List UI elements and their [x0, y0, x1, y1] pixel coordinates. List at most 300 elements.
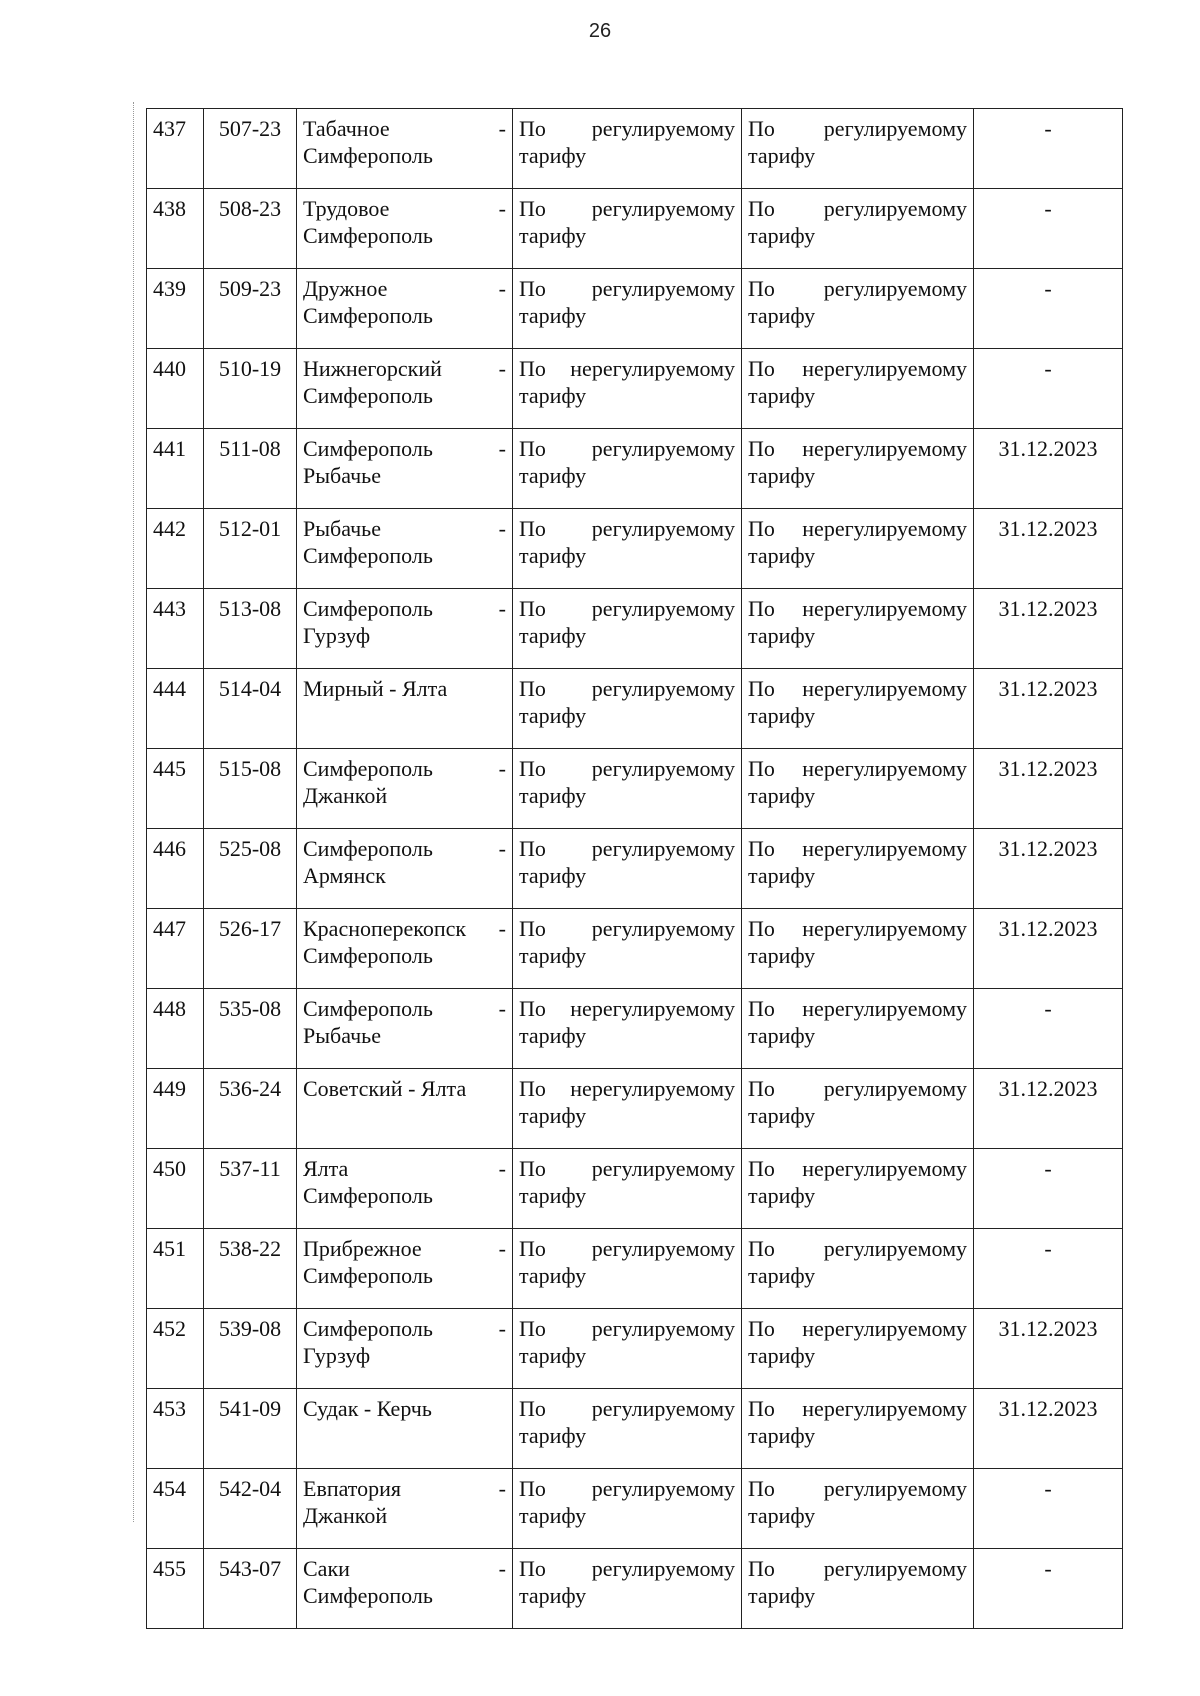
route-name-line-2: Симферополь — [303, 223, 433, 248]
new-tariff-type-cell — [742, 349, 974, 429]
tariff-type-line-1: По регулируемому — [519, 596, 735, 621]
tariff-type-line-1: По регулируемому — [519, 1476, 735, 1501]
tariff-type-cell — [513, 1549, 742, 1629]
route-code-cell — [204, 1229, 297, 1309]
route-name-cell — [297, 349, 513, 429]
table-row — [147, 1229, 1123, 1309]
new-tariff-type-cell — [742, 189, 974, 269]
route-code-cell — [204, 589, 297, 669]
effective-date: 31.12.2023 — [998, 1316, 1098, 1341]
new-tariff-type-line-2: тарифу — [748, 1263, 816, 1288]
row-number-cell — [147, 1469, 204, 1549]
table-row — [147, 269, 1123, 349]
table-row — [147, 669, 1123, 749]
route-separator-dash: - — [498, 916, 506, 941]
route-code-cell — [204, 109, 297, 189]
tariff-type-line-2: тарифу — [519, 303, 587, 328]
tariff-type-line-2: тарифу — [519, 543, 587, 568]
tariff-type-cell — [513, 1309, 742, 1389]
row-number: 438 — [153, 196, 186, 221]
route-code-cell — [204, 349, 297, 429]
route-name-line-2: Симферополь — [303, 1263, 433, 1288]
route-name-line-1: Симферополь — [303, 596, 433, 621]
row-number: 453 — [153, 1396, 186, 1421]
tariff-type-cell — [513, 349, 742, 429]
tariff-type-line-1: По регулируемому — [519, 436, 735, 461]
effective-date: 31.12.2023 — [998, 836, 1098, 861]
route-code-cell — [204, 509, 297, 589]
route-name-line-2: Джанкой — [303, 783, 388, 808]
route-code-cell — [204, 669, 297, 749]
route-name-line-1: Советский - Ялта — [303, 1076, 467, 1101]
route-name-cell — [297, 109, 513, 189]
route-code: 526-17 — [218, 916, 282, 941]
route-name-cell — [297, 989, 513, 1069]
tariff-type-cell — [513, 269, 742, 349]
new-tariff-type-line-2: тарифу — [748, 143, 816, 168]
tariff-type-cell — [513, 669, 742, 749]
tariff-type-line-1: По нерегулируемому — [519, 996, 735, 1021]
route-code: 511-08 — [219, 436, 281, 461]
table-row — [147, 749, 1123, 829]
route-separator-dash: - — [498, 356, 506, 381]
route-code-cell — [204, 429, 297, 509]
row-number-cell — [147, 269, 204, 349]
effective-date-cell — [974, 1229, 1123, 1309]
route-name-line-2: Симферополь — [303, 1183, 433, 1208]
route-code: 525-08 — [218, 836, 282, 861]
effective-date-cell — [974, 1309, 1123, 1389]
new-tariff-type-cell — [742, 1229, 974, 1309]
tariff-type-line-1: По регулируемому — [519, 916, 735, 941]
new-tariff-type-cell — [742, 1309, 974, 1389]
row-number-cell — [147, 749, 204, 829]
route-name-cell — [297, 1549, 513, 1629]
effective-date: 31.12.2023 — [998, 1076, 1098, 1101]
effective-date: 31.12.2023 — [998, 596, 1098, 621]
effective-date-cell — [974, 109, 1123, 189]
page-number: 26 — [588, 20, 612, 42]
effective-date: - — [1044, 1476, 1052, 1501]
row-number-cell — [147, 909, 204, 989]
table-row — [147, 1149, 1123, 1229]
route-name-line-1: Прибрежное — [303, 1236, 422, 1261]
route-code: 513-08 — [218, 596, 282, 621]
route-name-cell — [297, 1469, 513, 1549]
route-code: 514-04 — [218, 676, 282, 701]
row-number: 437 — [153, 116, 186, 141]
new-tariff-type-line-1: По регулируемому — [748, 1556, 967, 1581]
route-name-line-1: Нижнегорский — [303, 356, 442, 381]
row-number-cell — [147, 189, 204, 269]
new-tariff-type-line-2: тарифу — [748, 863, 816, 888]
tariff-type-cell — [513, 1389, 742, 1469]
route-code: 535-08 — [218, 996, 282, 1021]
route-code-cell — [204, 1149, 297, 1229]
tariff-type-line-1: По регулируемому — [519, 836, 735, 861]
new-tariff-type-cell — [742, 1389, 974, 1469]
row-number-cell — [147, 1069, 204, 1149]
route-separator-dash: - — [498, 116, 506, 141]
route-name-cell — [297, 829, 513, 909]
route-name-cell — [297, 1389, 513, 1469]
new-tariff-type-cell — [742, 669, 974, 749]
route-name-line-1: Мирный - Ялта — [303, 676, 448, 701]
effective-date-cell — [974, 589, 1123, 669]
effective-date: - — [1044, 196, 1052, 221]
route-code-cell — [204, 749, 297, 829]
route-name-line-2: Рыбачье — [303, 1023, 381, 1048]
effective-date-cell — [974, 749, 1123, 829]
new-tariff-type-line-2: тарифу — [748, 783, 816, 808]
tariff-type-cell — [513, 1149, 742, 1229]
route-separator-dash: - — [498, 996, 506, 1021]
row-number-cell — [147, 1549, 204, 1629]
route-name-cell — [297, 189, 513, 269]
table-row — [147, 189, 1123, 269]
row-number-cell — [147, 429, 204, 509]
row-number: 445 — [153, 756, 186, 781]
route-name-cell — [297, 909, 513, 989]
table-row — [147, 1549, 1123, 1629]
route-name-line-1: Красноперекопск — [303, 916, 467, 941]
route-code: 538-22 — [218, 1236, 282, 1261]
new-tariff-type-line-2: тарифу — [748, 1183, 816, 1208]
new-tariff-type-line-1: По регулируемому — [748, 116, 967, 141]
table-row — [147, 1069, 1123, 1149]
route-separator-dash: - — [498, 596, 506, 621]
new-tariff-type-cell — [742, 1149, 974, 1229]
route-name-line-2: Симферополь — [303, 383, 433, 408]
effective-date-cell — [974, 1069, 1123, 1149]
new-tariff-type-line-1: По нерегулируемому — [748, 1396, 967, 1421]
effective-date-cell — [974, 1469, 1123, 1549]
route-code: 515-08 — [218, 756, 282, 781]
new-tariff-type-cell — [742, 1069, 974, 1149]
new-tariff-type-cell — [742, 109, 974, 189]
route-separator-dash: - — [498, 1556, 506, 1581]
effective-date-cell — [974, 1549, 1123, 1629]
route-name-line-1: Симферополь — [303, 436, 433, 461]
tariff-type-line-2: тарифу — [519, 1423, 587, 1448]
new-tariff-type-line-2: тарифу — [748, 1343, 816, 1368]
route-name-cell — [297, 749, 513, 829]
tariff-type-line-2: тарифу — [519, 1503, 587, 1528]
effective-date: 31.12.2023 — [998, 916, 1098, 941]
effective-date-cell — [974, 269, 1123, 349]
row-number: 450 — [153, 1156, 186, 1181]
route-code-cell — [204, 189, 297, 269]
route-separator-dash: - — [498, 1236, 506, 1261]
new-tariff-type-line-1: По регулируемому — [748, 1076, 967, 1101]
route-name-line-2: Гурзуф — [303, 623, 371, 648]
new-tariff-type-cell — [742, 589, 974, 669]
row-number: 455 — [153, 1556, 186, 1581]
routes-table-body — [147, 109, 1123, 1629]
route-separator-dash: - — [498, 1156, 506, 1181]
effective-date-cell — [974, 429, 1123, 509]
row-number: 441 — [153, 436, 186, 461]
new-tariff-type-line-1: По нерегулируемому — [748, 676, 967, 701]
tariff-type-line-2: тарифу — [519, 463, 587, 488]
row-number-cell — [147, 669, 204, 749]
route-name-cell — [297, 1229, 513, 1309]
scan-binding-edge — [133, 102, 134, 1522]
new-tariff-type-line-1: По нерегулируемому — [748, 996, 967, 1021]
tariff-type-line-2: тарифу — [519, 1263, 587, 1288]
new-tariff-type-line-2: тарифу — [748, 1023, 816, 1048]
new-tariff-type-line-1: По нерегулируемому — [748, 436, 967, 461]
route-name-line-1: Рыбачье — [303, 516, 381, 541]
tariff-type-line-2: тарифу — [519, 943, 587, 968]
new-tariff-type-cell — [742, 1549, 974, 1629]
row-number-cell — [147, 1309, 204, 1389]
tariff-type-line-2: тарифу — [519, 1023, 587, 1048]
tariff-type-line-2: тарифу — [519, 1183, 587, 1208]
route-name-cell — [297, 669, 513, 749]
effective-date-cell — [974, 909, 1123, 989]
tariff-type-cell — [513, 1069, 742, 1149]
route-name-line-2: Джанкой — [303, 1503, 388, 1528]
tariff-type-line-2: тарифу — [519, 1103, 587, 1128]
new-tariff-type-line-2: тарифу — [748, 223, 816, 248]
tariff-type-cell — [513, 189, 742, 269]
tariff-type-line-2: тарифу — [519, 1583, 587, 1608]
effective-date-cell — [974, 189, 1123, 269]
tariff-type-cell — [513, 1469, 742, 1549]
row-number: 442 — [153, 516, 186, 541]
effective-date-cell — [974, 1389, 1123, 1469]
effective-date: - — [1044, 1236, 1052, 1261]
tariff-type-cell — [513, 909, 742, 989]
new-tariff-type-cell — [742, 909, 974, 989]
route-name-line-1: Дружное — [303, 276, 388, 301]
tariff-type-line-1: По нерегулируемому — [519, 356, 735, 381]
tariff-type-line-2: тарифу — [519, 703, 587, 728]
new-tariff-type-line-2: тарифу — [748, 543, 816, 568]
row-number: 440 — [153, 356, 186, 381]
new-tariff-type-line-2: тарифу — [748, 703, 816, 728]
tariff-type-line-1: По регулируемому — [519, 276, 735, 301]
route-separator-dash: - — [498, 516, 506, 541]
new-tariff-type-line-1: По регулируемому — [748, 1236, 967, 1261]
route-separator-dash: - — [498, 756, 506, 781]
new-tariff-type-line-1: По нерегулируемому — [748, 596, 967, 621]
tariff-type-cell — [513, 749, 742, 829]
new-tariff-type-line-2: тарифу — [748, 303, 816, 328]
tariff-type-cell — [513, 509, 742, 589]
route-separator-dash: - — [498, 196, 506, 221]
route-name-cell — [297, 1149, 513, 1229]
route-code-cell — [204, 1549, 297, 1629]
tariff-type-line-2: тарифу — [519, 143, 587, 168]
effective-date: 31.12.2023 — [998, 1396, 1098, 1421]
new-tariff-type-line-1: По нерегулируемому — [748, 756, 967, 781]
new-tariff-type-line-1: По нерегулируемому — [748, 516, 967, 541]
new-tariff-type-line-1: По регулируемому — [748, 276, 967, 301]
route-name-cell — [297, 429, 513, 509]
route-code: 539-08 — [218, 1316, 282, 1341]
effective-date-cell — [974, 669, 1123, 749]
row-number-cell — [147, 589, 204, 669]
new-tariff-type-line-2: тарифу — [748, 1423, 816, 1448]
tariff-type-cell — [513, 589, 742, 669]
effective-date: 31.12.2023 — [998, 676, 1098, 701]
route-name-line-1: Симферополь — [303, 1316, 433, 1341]
tariff-type-line-2: тарифу — [519, 623, 587, 648]
tariff-type-cell — [513, 109, 742, 189]
tariff-type-cell — [513, 829, 742, 909]
new-tariff-type-line-1: По нерегулируемому — [748, 1316, 967, 1341]
tariff-type-line-1: По регулируемому — [519, 1156, 735, 1181]
tariff-type-line-1: По регулируемому — [519, 1316, 735, 1341]
row-number-cell — [147, 989, 204, 1069]
routes-table — [146, 108, 1123, 1629]
effective-date: 31.12.2023 — [998, 436, 1098, 461]
row-number-cell — [147, 1229, 204, 1309]
route-name-line-2: Симферополь — [303, 543, 433, 568]
row-number-cell — [147, 829, 204, 909]
effective-date: - — [1044, 116, 1052, 141]
route-separator-dash: - — [498, 1476, 506, 1501]
new-tariff-type-cell — [742, 989, 974, 1069]
table-row — [147, 589, 1123, 669]
row-number-cell — [147, 509, 204, 589]
table-row — [147, 909, 1123, 989]
route-name-line-1: Судак - Керчь — [303, 1396, 432, 1421]
route-code: 509-23 — [218, 276, 282, 301]
new-tariff-type-line-1: По нерегулируемому — [748, 1156, 967, 1181]
table-row — [147, 829, 1123, 909]
tariff-type-cell — [513, 1229, 742, 1309]
effective-date-cell — [974, 989, 1123, 1069]
effective-date: - — [1044, 1556, 1052, 1581]
route-separator-dash: - — [498, 436, 506, 461]
effective-date-cell — [974, 1149, 1123, 1229]
tariff-type-line-1: По регулируемому — [519, 116, 735, 141]
route-name-line-1: Табачное — [303, 116, 390, 141]
route-code: 537-11 — [219, 1156, 281, 1181]
new-tariff-type-line-2: тарифу — [748, 1503, 816, 1528]
route-name-cell — [297, 509, 513, 589]
new-tariff-type-line-1: По нерегулируемому — [748, 836, 967, 861]
tariff-type-line-1: По регулируемому — [519, 1556, 735, 1581]
row-number: 443 — [153, 596, 186, 621]
route-name-line-2: Симферополь — [303, 1583, 433, 1608]
effective-date: - — [1044, 1156, 1052, 1181]
route-code: 512-01 — [218, 516, 282, 541]
route-separator-dash: - — [498, 1316, 506, 1341]
route-name-line-1: Симферополь — [303, 836, 433, 861]
tariff-type-cell — [513, 429, 742, 509]
effective-date-cell — [974, 509, 1123, 589]
table-row — [147, 989, 1123, 1069]
new-tariff-type-cell — [742, 429, 974, 509]
route-code: 541-09 — [218, 1396, 282, 1421]
tariff-type-cell — [513, 989, 742, 1069]
route-name-cell — [297, 1309, 513, 1389]
route-name-line-1: Трудовое — [303, 196, 390, 221]
effective-date: - — [1044, 276, 1052, 301]
route-name-line-2: Рыбачье — [303, 463, 381, 488]
route-separator-dash: - — [498, 276, 506, 301]
route-code: 543-07 — [218, 1556, 282, 1581]
table-row — [147, 509, 1123, 589]
effective-date-cell — [974, 349, 1123, 429]
tariff-type-line-1: По регулируемому — [519, 756, 735, 781]
effective-date: 31.12.2023 — [998, 756, 1098, 781]
new-tariff-type-line-1: По регулируемому — [748, 196, 967, 221]
table-row — [147, 349, 1123, 429]
route-name-line-1: Евпатория — [303, 1476, 402, 1501]
tariff-type-line-1: По регулируемому — [519, 1236, 735, 1261]
row-number: 454 — [153, 1476, 186, 1501]
effective-date-cell — [974, 829, 1123, 909]
effective-date: - — [1044, 996, 1052, 1021]
route-name-line-2: Симферополь — [303, 143, 433, 168]
row-number: 449 — [153, 1076, 186, 1101]
route-name-cell — [297, 269, 513, 349]
route-name-line-2: Армянск — [303, 863, 386, 888]
row-number-cell — [147, 1149, 204, 1229]
new-tariff-type-line-2: тарифу — [748, 1103, 816, 1128]
route-code: 510-19 — [218, 356, 282, 381]
row-number: 451 — [153, 1236, 186, 1261]
tariff-type-line-2: тарифу — [519, 1343, 587, 1368]
new-tariff-type-cell — [742, 269, 974, 349]
route-name-cell — [297, 589, 513, 669]
row-number: 447 — [153, 916, 186, 941]
tariff-type-line-1: По регулируемому — [519, 516, 735, 541]
new-tariff-type-line-1: По нерегулируемому — [748, 356, 967, 381]
row-number: 444 — [153, 676, 186, 701]
route-name-line-1: Ялта — [303, 1156, 349, 1181]
table-row — [147, 429, 1123, 509]
route-name-line-2: Гурзуф — [303, 1343, 371, 1368]
tariff-type-line-2: тарифу — [519, 783, 587, 808]
table-row — [147, 109, 1123, 189]
route-code-cell — [204, 1309, 297, 1389]
new-tariff-type-cell — [742, 749, 974, 829]
route-code: 507-23 — [218, 116, 282, 141]
route-name-cell — [297, 1069, 513, 1149]
route-separator-dash: - — [498, 836, 506, 861]
route-code: 536-24 — [218, 1076, 282, 1101]
route-code-cell — [204, 829, 297, 909]
new-tariff-type-line-1: По нерегулируемому — [748, 916, 967, 941]
table-row — [147, 1389, 1123, 1469]
route-code-cell — [204, 1069, 297, 1149]
effective-date: 31.12.2023 — [998, 516, 1098, 541]
tariff-type-line-2: тарифу — [519, 223, 587, 248]
row-number-cell — [147, 349, 204, 429]
tariff-type-line-1: По регулируемому — [519, 676, 735, 701]
tariff-type-line-2: тарифу — [519, 383, 587, 408]
route-code-cell — [204, 909, 297, 989]
row-number-cell — [147, 109, 204, 189]
route-code: 508-23 — [218, 196, 282, 221]
row-number-cell — [147, 1389, 204, 1469]
row-number: 439 — [153, 276, 186, 301]
new-tariff-type-line-2: тарифу — [748, 463, 816, 488]
row-number: 448 — [153, 996, 186, 1021]
route-name-line-1: Саки — [303, 1556, 350, 1581]
row-number: 446 — [153, 836, 186, 861]
route-code-cell — [204, 1389, 297, 1469]
new-tariff-type-line-2: тарифу — [748, 943, 816, 968]
tariff-type-line-1: По нерегулируемому — [519, 1076, 735, 1101]
route-code-cell — [204, 269, 297, 349]
